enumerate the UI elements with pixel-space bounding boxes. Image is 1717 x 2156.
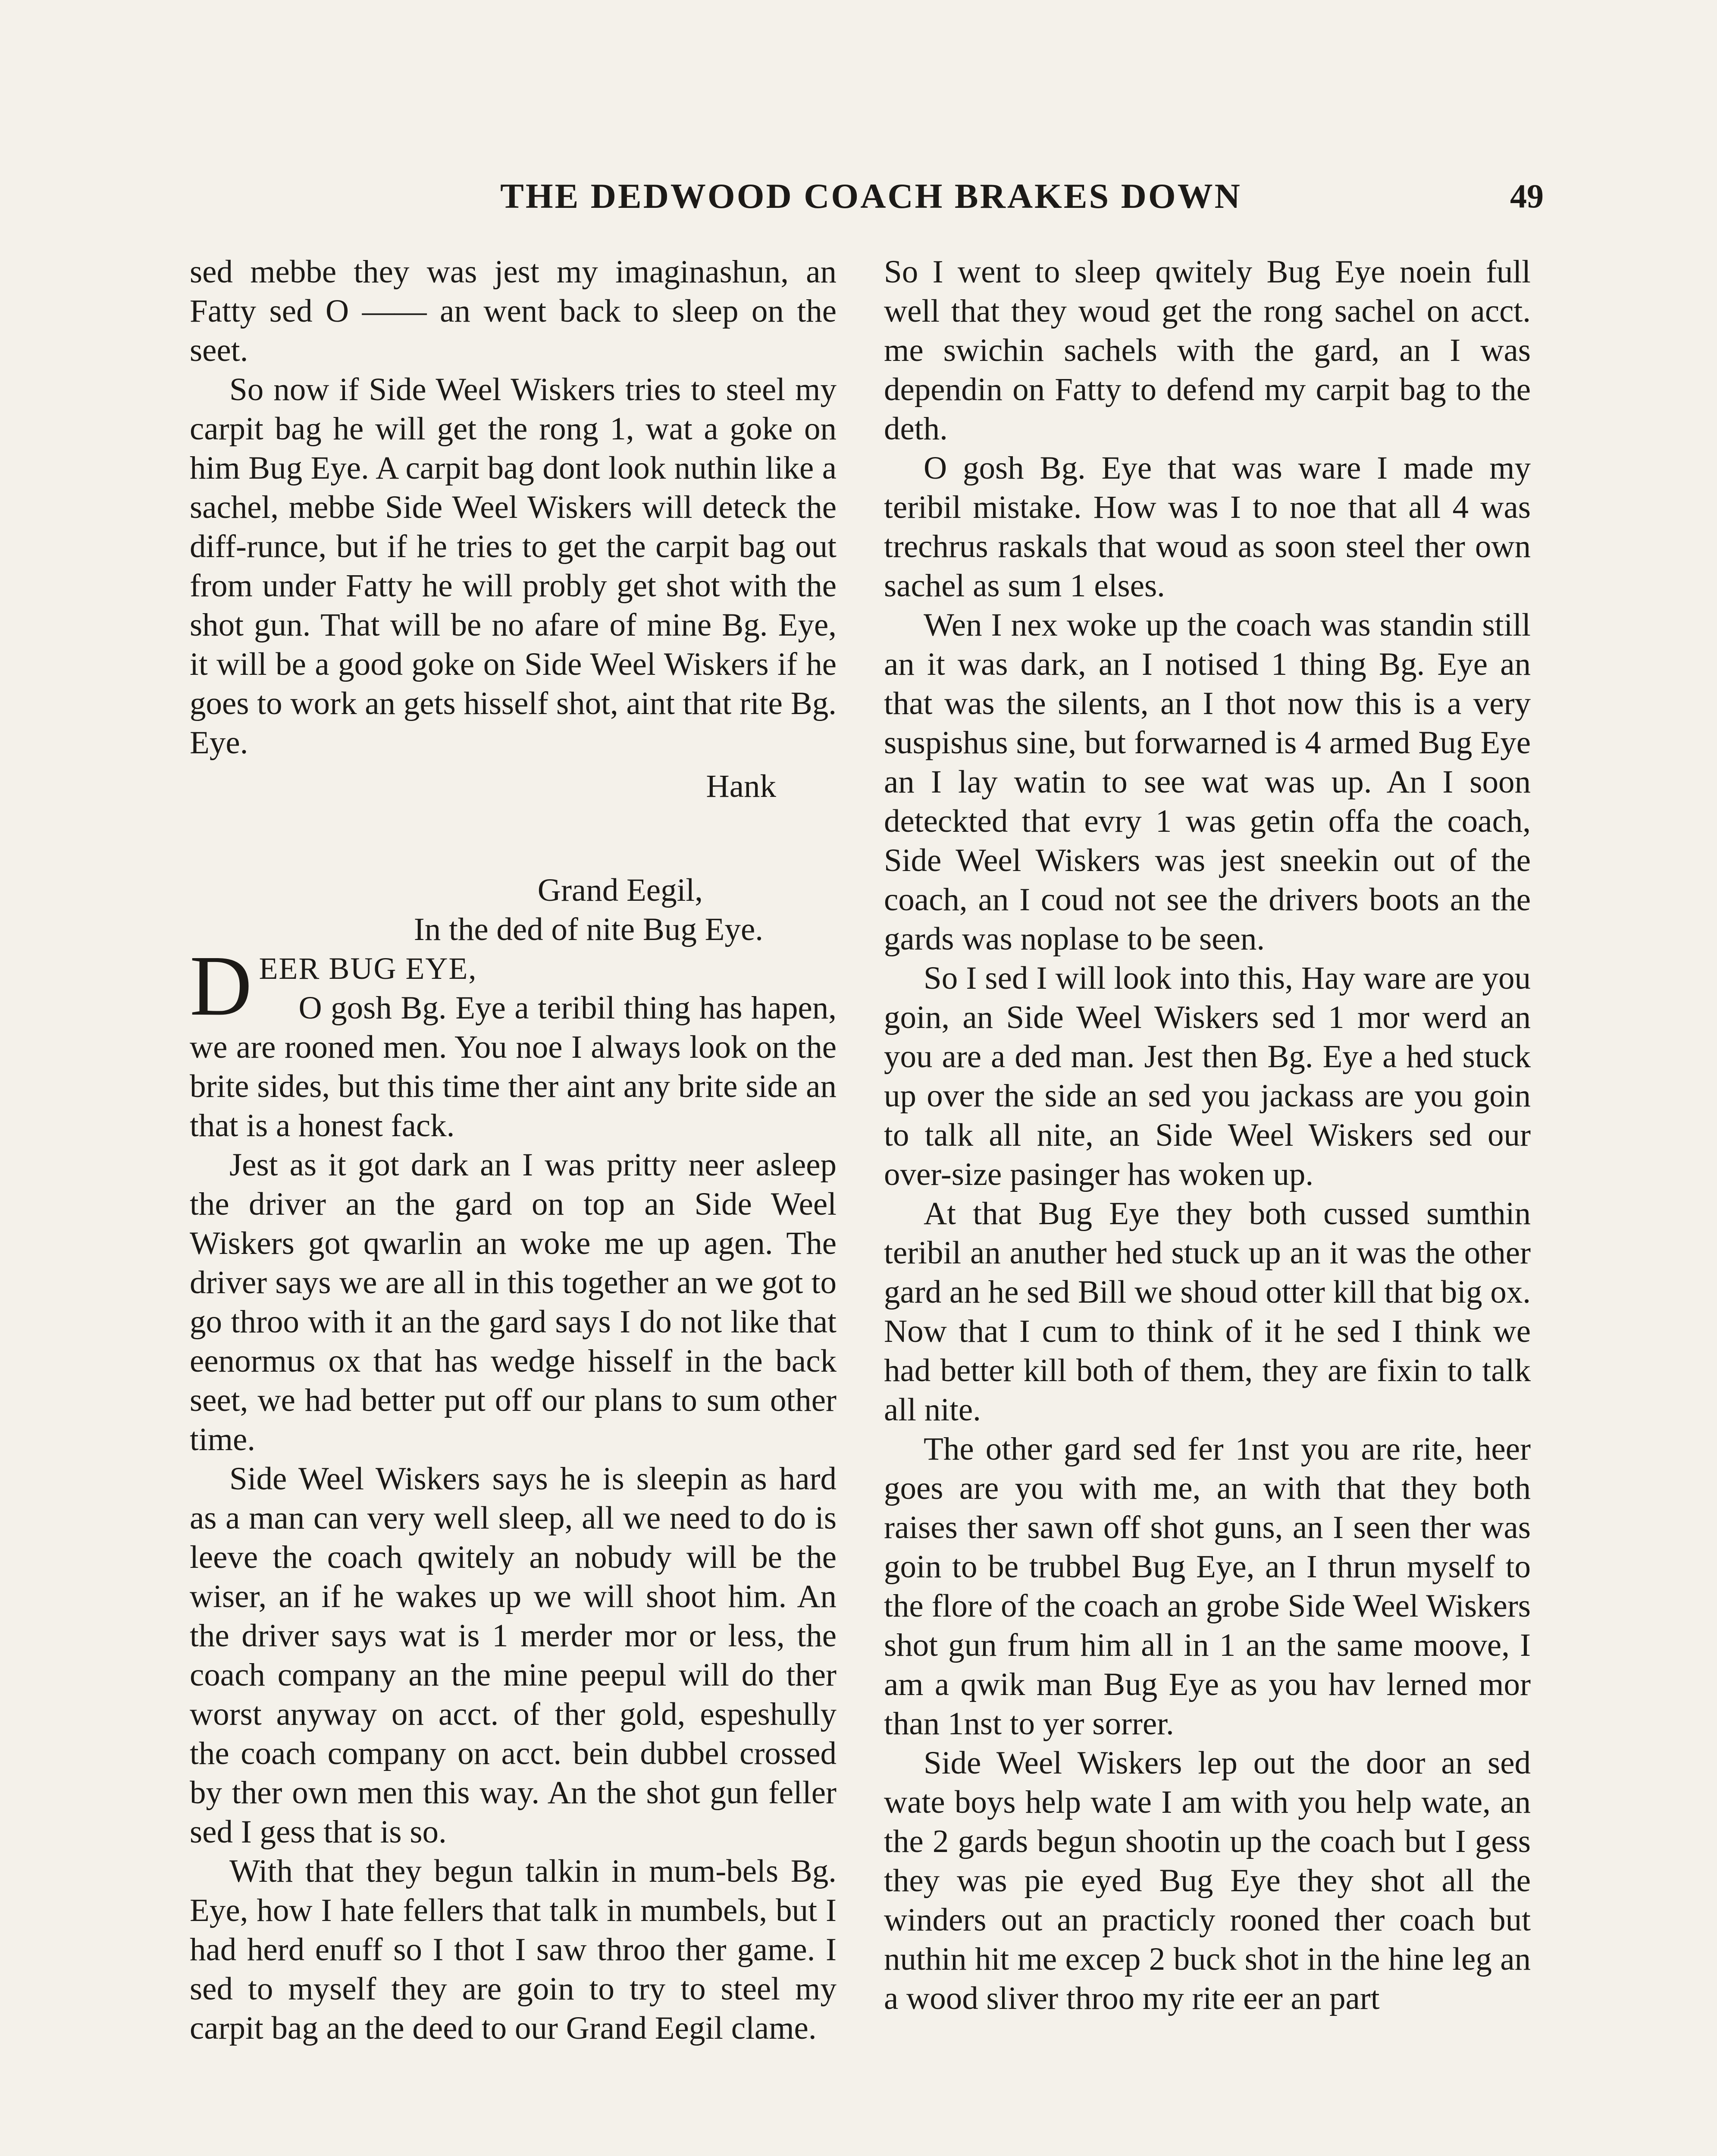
left-column — [190, 252, 837, 2048]
paragraph: So now if Side Weel Wiskers tries to steel my carpit bag he will get the rong 1, wat a goke on him Bug Eye. A carpit bag dont look nuthin like a sachel, mebbe Side Weel Wiskers will deteck the diff-runce, but if he tries to get the carpit bag out from under Fatty he will probly get shot with the shot gun. That will be no afare of mine Bg. Eye, it will be a good goke on Side Weel Wiskers if he goes to work an gets hisself shot, aint that rite Bg. Eye. — [190, 372, 837, 761]
paragraph: So I sed I will look into this, Hay ware are you goin, an Side Weel Wiskers sed 1 mor werd an you are a ded man. Jest then Bg. Eye a hed stuck up over the side an sed you jackass are you goin to talk all nite, an Side Weel Wiskers sed our over-size pasinger has woken up. — [884, 960, 1531, 1192]
letter-signature: Hank — [706, 768, 776, 804]
page-header — [0, 172, 1717, 220]
running-title: THE DEDWOOD COACH BRAKES DOWN — [500, 176, 1242, 216]
right-column — [884, 252, 1531, 2018]
paragraph: So I went to sleep qwitely Bug Eye noein full well that they woud get the rong sachel on acct. me swichin sachels with the gard, an I was dependin on Fatty to defend my carpit bag to the deth. — [884, 254, 1531, 447]
paragraph: Side Weel Wiskers says he is sleepin as hard as a man can very well sleep, all we need to do is leeve the coach qwitely an nobudy will be the wiser, an if he wakes up we will shoot him. An the driver says wat is 1 merder mor or less, the coach company an the mine peepul will do ther worst anyway on acct. of ther gold, espeshully the coach company on acct. bein dubbel crossed by ther own men this way. An the shot gun feller sed I gess that is so. — [190, 1461, 837, 1850]
salutation: EER BUG EYE, — [259, 951, 477, 986]
paragraph: Side Weel Wiskers lep out the door an sed wate boys help wate I am with you help wate, an the 2 gards begun shootin up the coach but I gess they was pie eyed Bug Eye they shot all the winders out an practicly rooned ther coach but nuthin hit me excep 2 buck shot in the hine leg an a wood sliver throo my rite eer an part — [884, 1745, 1531, 2016]
paragraph: Wen I nex woke up the coach was standin still an it was dark, an I notised 1 thing Bg. Eye an that was the silents, an I thot now this is a very suspishus sine, but forwarned is 4 armed Bug Eye an I lay watin to see wat was up. An I soon deteckted that evry 1 was getin offa the coach, Side Weel Wiskers was jest sneekin out of the coach, an I coud not see the drivers boots an the gards was noplase to be seen. — [884, 607, 1531, 957]
letter-dateline: In the ded of nite Bug Eye. — [414, 912, 763, 947]
paragraph: The other gard sed fer 1nst you are rite, heer goes are you with me, an with that they both raises ther sawn off shot guns, an I seen ther was goin to be trubbel Bug Eye, an I thrun myself to the flore of the coach an grobe Side Weel Wiskers shot gun frum him all in 1 an the same moove, I am a qwik man Bug Eye as you hav lerned mor than 1nst to yer sorrer. — [884, 1431, 1531, 1742]
paragraph: O gosh Bg. Eye a teribil thing has hapen, we are rooned men. You noe I always look on the brite sides, but this time ther aint any brite side an that is a honest fack. — [190, 990, 837, 1144]
letter-opening — [190, 938, 837, 1145]
letter-place: Grand Eegil, — [537, 872, 703, 908]
drop-cap: D — [190, 938, 252, 1034]
paragraph: With that they begun talkin in mum-bels Bg. Eye, how I hate fellers that talk in mumbels, but I had herd enuff so I thot I saw throo ther game. I sed to myself they are goin to try to steel my carpit bag an the deed to our Grand Eegil clame. — [190, 1853, 837, 2046]
paragraph: At that Bug Eye they both cussed sumthin teribil an anuther hed stuck up an it was the other gard an he sed Bill we shoud otter kill that big ox. Now that I cum to think of it he sed I think we had better kill both of them, they are fixin to talk all nite. — [884, 1196, 1531, 1428]
paragraph: Jest as it got dark an I was pritty neer asleep the driver an the gard on top an Side Weel Wiskers got qwarlin an woke me up agen. The driver says we are all in this together an we got to go throo with it an the gard says I do not like that eenormus ox that has wedge hisself in the back seet, we had better put off our plans to sum other time. — [190, 1147, 837, 1457]
paragraph: O gosh Bg. Eye that was ware I made my teribil mistake. How was I to noe that all 4 was trechrus raskals that woud as soon steel ther own sachel as sum 1 elses. — [884, 450, 1531, 604]
page-number: 49 — [1510, 177, 1544, 215]
paragraph: sed mebbe they was jest my imaginashun, an Fatty sed O —— an went back to sleep on the seet. — [190, 254, 837, 368]
